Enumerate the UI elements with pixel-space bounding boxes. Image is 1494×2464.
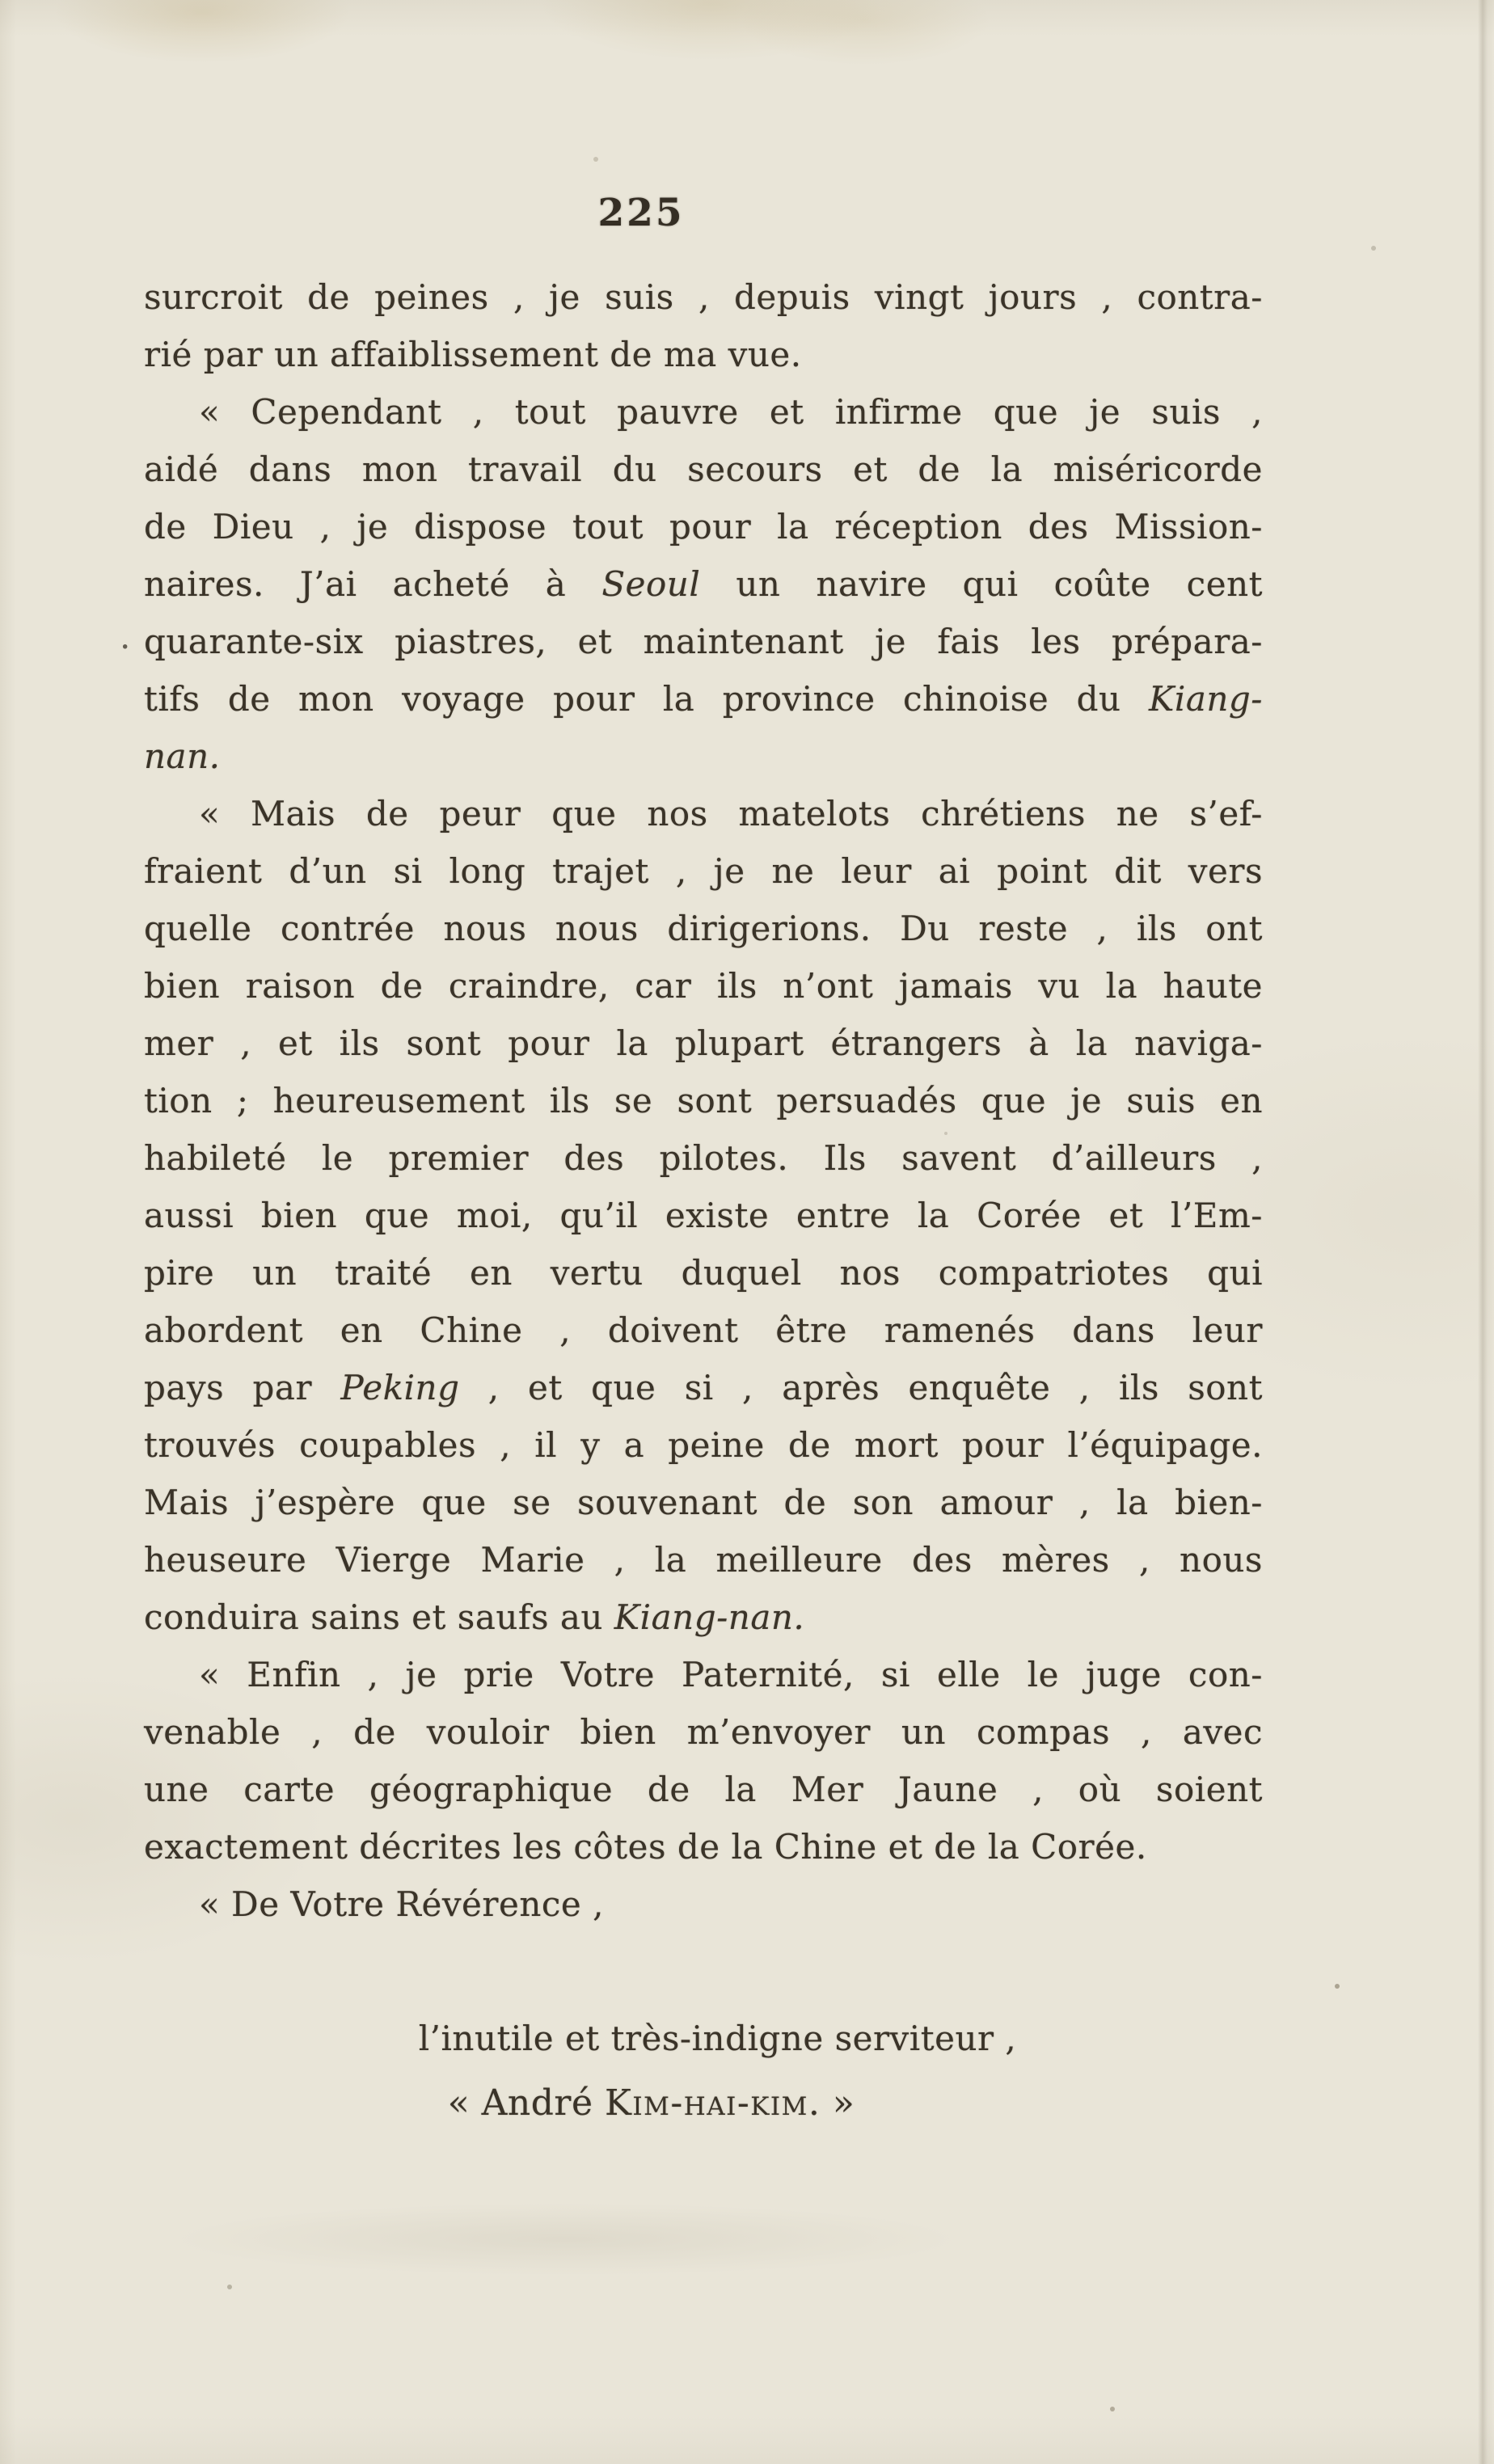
italic-text-run: Kiang- [1149,679,1263,719]
text-run: l’inutile et très-indigne serviteur , [418,2019,1017,2058]
text-run: quarante-six piastres, et maintenant je fais les prépara- [144,622,1263,661]
text-line [144,842,1263,900]
text-line [144,1474,1263,1531]
text-line [144,498,1263,555]
text-run: heuseure Vierge Marie , la meilleure des mères , nous [144,1540,1263,1580]
text-line [144,1072,1263,1129]
text-run: « Mais de peur que nos matelots chrétiens ne s’ef- [199,794,1263,833]
text-run: « De Votre Révérence , [199,1884,604,1924]
letter-body-text [144,268,1263,1933]
text-line [144,1646,1263,1703]
text-line [144,1359,1263,1416]
text-line [144,1302,1263,1359]
text-line [144,1187,1263,1244]
signature-line [257,2074,1045,2132]
text-line [144,957,1263,1015]
text-line [144,1244,1263,1302]
text-run: abordent en Chine , doivent être ramenés dans leur [144,1310,1263,1350]
text-run: fraient d’un si long trajet , je ne leur ai point dit vers [144,851,1263,891]
text-run: habileté le premier des pilotes. Ils savent d’ailleurs , [144,1138,1263,1178]
stray-ink-dot: . [120,617,131,656]
text-run: venable , de vouloir bien m’envoyer un compas , avec [144,1712,1263,1752]
page-number: 225 [597,191,685,235]
text-line [144,1129,1263,1187]
text-line [144,1531,1263,1589]
text-run: pays par [144,1368,341,1407]
italic-text-run: Kiang-nan. [614,1597,805,1637]
text-line [144,1015,1263,1072]
text-run: tion ; heureusement ils se sont persuadés que je suis en [144,1081,1263,1120]
text-run: de Dieu , je dispose tout pour la réception des Mission- [144,507,1263,546]
text-line [144,326,1263,383]
text-run: un navire qui coûte cent [700,564,1263,604]
italic-text-run: nan. [144,736,221,776]
text-run: tifs de mon voyage pour la province chinoise du [144,679,1150,719]
text-run: , et que si , après enquête , ils sont [459,1368,1263,1407]
text-line [144,1589,1263,1646]
text-run: « Cependant , tout pauvre et infirme que je suis , [199,392,1263,432]
text-run: Mais j’espère que se souvenant de son amour , la bien- [144,1483,1263,1522]
text-line [144,670,1263,728]
text-run: aussi bien que moi, qu’il existe entre la Corée et l’Em- [144,1196,1263,1235]
text-line [323,2010,1112,2067]
text-line [144,1703,1263,1761]
text-run: exactement décrites les côtes de la Chine et de la Corée. [144,1827,1147,1867]
text-line [144,268,1263,326]
text-run: naires. J’ai acheté à [144,564,602,604]
text-run: mer , et ils sont pour la plupart étrangers à la naviga- [144,1023,1263,1063]
smallcaps-text-run: Kim-hai-kim. [604,2082,821,2124]
text-run: aidé dans mon travail du secours et de la miséricorde [144,449,1263,489]
text-run: une carte géographique de la Mer Jaune , où soient [144,1770,1263,1809]
text-line [144,555,1263,613]
text-run: rié par un affaiblissement de ma vue. [144,335,802,374]
text-line [257,2074,1045,2132]
text-run: conduira sains et saufs au [144,1597,614,1637]
text-run: « André [447,2082,605,2124]
text-run: trouvés coupables , il y a peine de mort pour l’équipage. [144,1425,1263,1465]
text-line [144,1761,1263,1818]
text-line [144,785,1263,842]
text-line [144,1416,1263,1474]
text-run: quelle contrée nous nous dirigerions. Du reste , ils ont [144,909,1263,948]
text-line [144,1875,1263,1933]
text-line [144,900,1263,957]
text-line [144,441,1263,498]
text-run: surcroit de peines , je suis , depuis vingt jours , contra- [144,277,1263,317]
text-run: » [821,2082,855,2124]
text-line [144,383,1263,441]
italic-text-run: Peking [340,1368,460,1407]
closing-valediction [323,2010,1112,2067]
text-run: « Enfin , je prie Votre Paternité, si elle le juge con- [199,1655,1263,1694]
text-line [144,1818,1263,1875]
text-line [144,728,1263,785]
text-line [144,613,1263,670]
text-run: pire un traité en vertu duquel nos compatriotes qui [144,1253,1263,1293]
text-run: bien raison de craindre, car ils n’ont jamais vu la haute [144,966,1263,1006]
italic-text-run: Seoul [601,564,701,604]
paper-specks [0,0,3,3]
